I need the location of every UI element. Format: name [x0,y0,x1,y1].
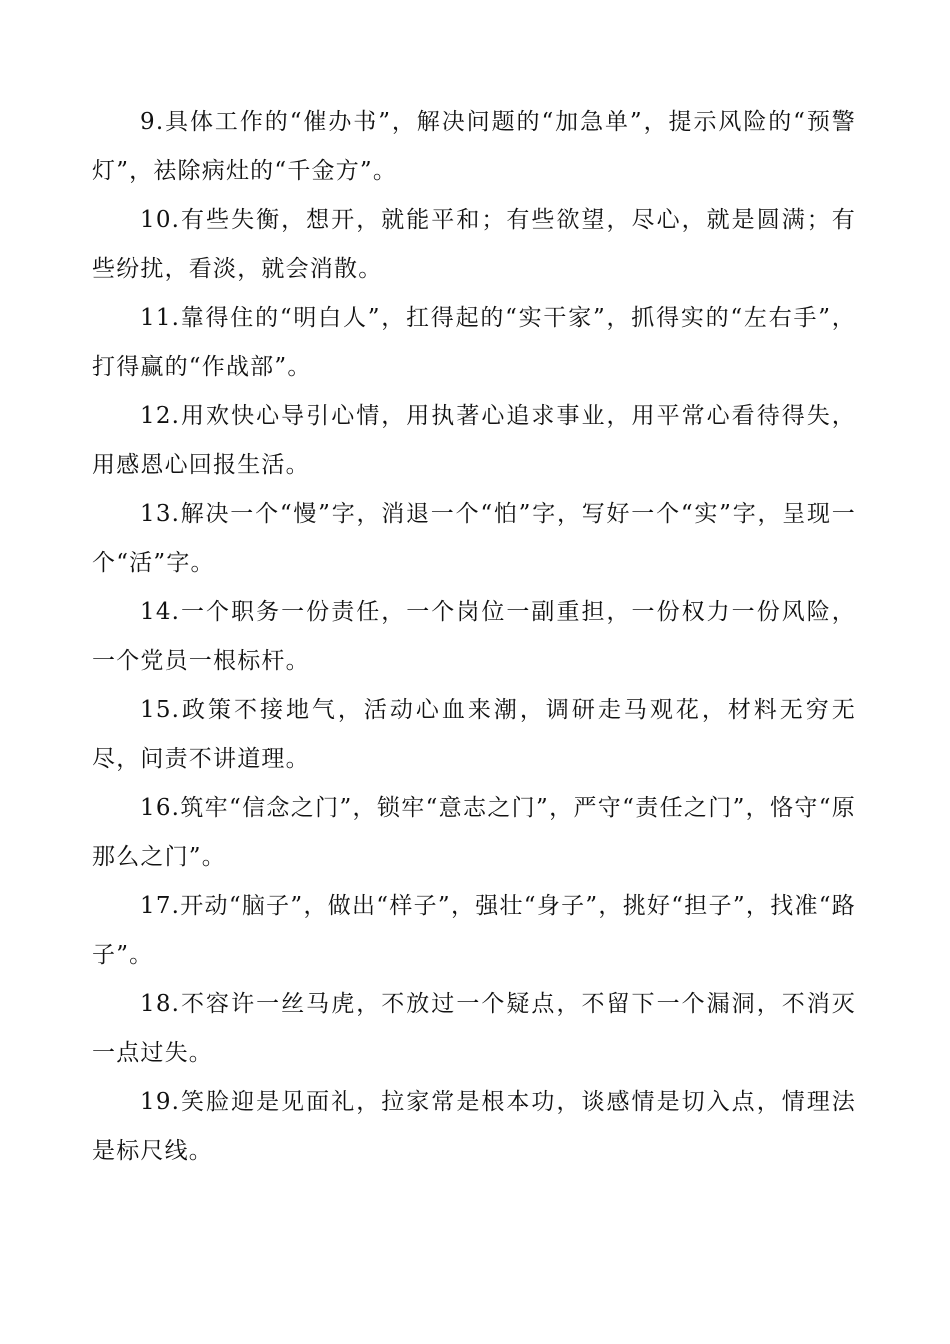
paragraph-15: 15.政策不接地气，活动心血来潮，调研走马观花，材料无穷无尽，问责不讲道理。 [92,697,856,772]
paragraph-14: 14.一个职务一份责任，一个岗位一副重担，一份权力一份风险，一个党员一根标杆。 [92,599,856,674]
paragraph-17: 17.开动“脑子”，做出“样子”，强壮“身子”，挑好“担子”，找准“路子”。 [92,893,856,968]
paragraph-16: 16.筑牢“信念之门”，锁牢“意志之门”，严守“责任之门”，恪守“原那么之门”。 [92,795,856,870]
paragraph-18: 18.不容许一丝马虎，不放过一个疑点，不留下一个漏洞，不消灭一点过失。 [92,991,856,1066]
paragraph-9: 9.具体工作的“催办书”，解决问题的“加急单”，提示风险的“预警灯”，祛除病灶的“千金方”。 [92,109,856,184]
paragraph-13: 13.解决一个“慢”字，消退一个“怕”字，写好一个“实”字，呈现一个“活”字。 [92,501,856,576]
document-body [92,98,856,1176]
paragraph-10: 10.有些失衡，想开，就能平和；有些欲望，尽心，就是圆满；有些纷扰，看淡，就会消散。 [92,207,856,282]
paragraph-19: 19.笑脸迎是见面礼，拉家常是根本功，谈感情是切入点，情理法是标尺线。 [92,1089,856,1164]
paragraph-11: 11.靠得住的“明白人”，扛得起的“实干家”，抓得实的“左右手”，打得赢的“作战部”。 [92,305,856,380]
paragraph-12: 12.用欢快心导引心情，用执著心追求事业，用平常心看待得失，用感恩心回报生活。 [92,403,856,478]
